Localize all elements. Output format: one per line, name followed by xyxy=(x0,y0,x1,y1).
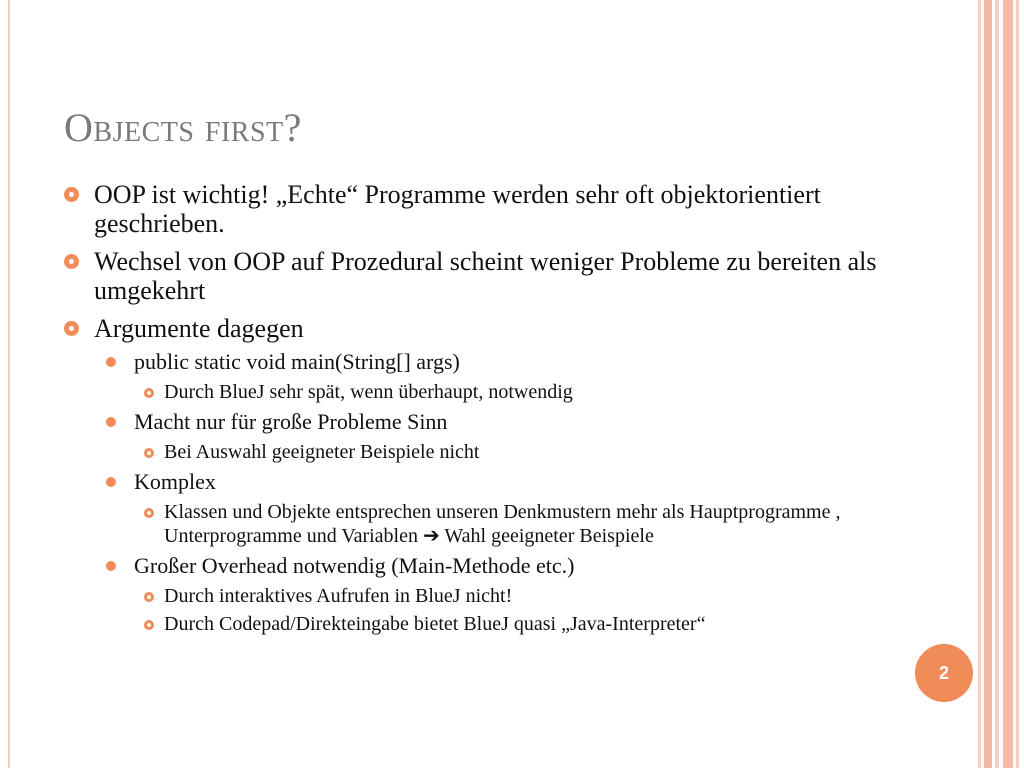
decor-stripe xyxy=(1016,0,1019,768)
bullet-icon xyxy=(106,561,116,571)
sub-sub-bullet-text: Bei Auswahl geeigneter Beispiele nicht xyxy=(164,441,480,463)
bullet-icon xyxy=(106,417,116,427)
decor-stripe xyxy=(995,0,999,768)
sub-bullet-item xyxy=(64,553,904,578)
bullet-icon xyxy=(64,187,79,202)
bullet-item xyxy=(64,180,904,238)
slide-content xyxy=(64,180,904,641)
sub-sub-bullet-text: Durch BlueJ sehr spät, wenn überhaupt, notwendig xyxy=(164,381,573,403)
bullet-item xyxy=(64,314,904,343)
sub-sub-bullet-item xyxy=(64,613,804,636)
sub-sub-bullet-item xyxy=(64,501,864,548)
sub-bullet-text: public static void main(String[] args) xyxy=(134,349,460,374)
decor-stripe xyxy=(984,0,992,768)
sub-bullet-text: Großer Overhead notwendig (Main-Methode etc.) xyxy=(134,553,575,578)
bullet-text: OOP ist wichtig! „Echte“ Programme werden sehr oft objektorientiert geschrieben. xyxy=(94,180,821,238)
sub-bullet-item xyxy=(64,349,904,374)
arrow-right-icon: ➔ xyxy=(423,523,440,547)
bullet-icon xyxy=(144,620,154,630)
page-number-badge: 2 xyxy=(915,644,973,702)
bullet-icon xyxy=(144,448,154,458)
sub-sub-bullet-item xyxy=(64,441,904,464)
bullet-text: Wechsel von OOP auf Prozedural scheint weniger Probleme zu bereiten als umgekehrt xyxy=(94,247,877,305)
bullet-item xyxy=(64,247,904,305)
sub-sub-bullet-text: Wahl geeigneter Beispiele xyxy=(444,525,654,547)
bullet-icon xyxy=(64,321,79,336)
sub-bullet-item xyxy=(64,409,904,434)
sub-bullet-item xyxy=(64,469,904,494)
sub-sub-bullet-item xyxy=(64,381,904,404)
sub-sub-bullet-text: Klassen und Objekte entsprechen unseren Denkmustern mehr als Hauptprogramme , Unterprogramme und Variablen xyxy=(164,501,841,547)
bullet-icon xyxy=(144,388,154,398)
bullet-icon xyxy=(144,592,154,602)
bullet-icon xyxy=(64,254,79,269)
sub-sub-bullet-item xyxy=(64,585,904,608)
bullet-icon xyxy=(106,357,116,367)
sub-bullet-text: Macht nur für große Probleme Sinn xyxy=(134,409,448,434)
slide-title: Objects first? xyxy=(64,105,302,150)
sub-sub-bullet-text: Durch interaktives Aufrufen in BlueJ nicht! xyxy=(164,585,513,607)
decor-stripe xyxy=(978,0,981,768)
sub-bullet-text: Komplex xyxy=(134,469,216,494)
bullet-icon xyxy=(144,508,154,518)
decor-stripe xyxy=(1003,0,1013,768)
left-border-line xyxy=(8,0,10,768)
bullet-icon xyxy=(106,477,116,487)
sub-sub-bullet-text: Durch Codepad/Direkteingabe bietet BlueJ quasi „Java-Interpreter“ xyxy=(164,613,706,635)
bullet-text: Argumente dagegen xyxy=(94,314,304,343)
